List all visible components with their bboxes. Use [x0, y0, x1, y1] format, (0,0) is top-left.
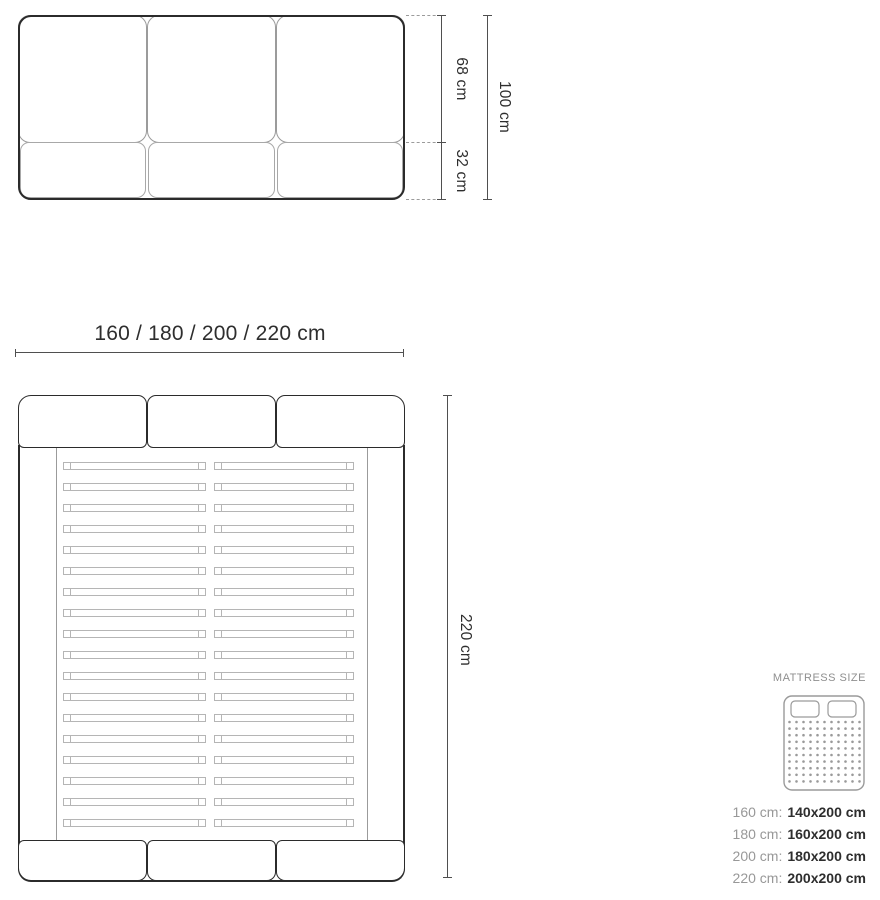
mattress-dot [823, 734, 826, 737]
footboard-panel-right [276, 840, 405, 881]
mattress-dot [809, 767, 812, 770]
mattress-dot [858, 774, 861, 777]
mattress-dot [795, 721, 798, 724]
mattress-dot [802, 754, 805, 757]
slat [215, 820, 354, 827]
mattress-dot [830, 734, 833, 737]
dimension-tick [483, 199, 492, 200]
mattress-dot [816, 734, 819, 737]
pillow-left-icon [791, 701, 819, 717]
headboard-cushion-bottom-center [148, 142, 275, 198]
mattress-dot [788, 767, 791, 770]
dimension-tick [443, 877, 452, 878]
mattress-dot [837, 741, 840, 744]
mattress-dot [858, 734, 861, 737]
headboard-cushion-top-left [18, 15, 147, 143]
mattress-dot [809, 727, 812, 730]
mattress-dot [802, 760, 805, 763]
slat [64, 757, 206, 764]
mattress-dot [809, 747, 812, 750]
mattress-dot [809, 774, 812, 777]
footboard-panel-left [18, 840, 147, 881]
mattress-dot [823, 741, 826, 744]
mattress-dot [837, 767, 840, 770]
mattress-dot [851, 774, 854, 777]
mattress-dot [830, 774, 833, 777]
headboard-cushion-top-right [276, 15, 405, 143]
mattress-dot [851, 767, 854, 770]
lower-height-label: 32 cm [453, 149, 470, 193]
slat [64, 610, 206, 617]
mattress-dot [802, 747, 805, 750]
slat [215, 526, 354, 533]
dimension-tick [437, 199, 446, 200]
mattress-dot [844, 721, 847, 724]
mattress-dot [816, 760, 819, 763]
mattress-dot [830, 727, 833, 730]
mattress-size-list [733, 801, 866, 889]
headboard-top-panel-left [18, 395, 147, 448]
mattress-dot [802, 734, 805, 737]
slat [64, 463, 206, 470]
mattress-dot [858, 760, 861, 763]
mattress-dot [816, 747, 819, 750]
mattress-dot [795, 727, 798, 730]
frame-size-label: 160 cm: [732, 804, 783, 820]
slat [64, 505, 206, 512]
slat [64, 589, 206, 596]
mattress-dot [788, 780, 791, 783]
mattress-dot [823, 754, 826, 757]
mattress-dot [851, 734, 854, 737]
mattress-dot [816, 721, 819, 724]
slat [64, 673, 206, 680]
mattress-dots [788, 721, 861, 783]
mattress-dot [816, 767, 819, 770]
headboard-cushion-top-center [147, 15, 276, 143]
mattress-dot [802, 741, 805, 744]
dimension-tick [437, 15, 446, 16]
slat [64, 526, 206, 533]
headboard-top-panel-center [147, 395, 276, 448]
mattress-dot [858, 780, 861, 783]
pillow-right-icon [828, 701, 856, 717]
mattress-dot [837, 774, 840, 777]
mattress-size-title: MATTRESS SIZE [772, 672, 866, 684]
mattress-dot [823, 760, 826, 763]
mattress-dot [837, 734, 840, 737]
mattress-dot [795, 747, 798, 750]
mattress-size-row [733, 867, 866, 889]
dimension-tick [403, 349, 404, 357]
mattress-dot [809, 741, 812, 744]
width-dimension-line [15, 352, 404, 353]
slat [215, 799, 354, 806]
mattress-dot [788, 747, 791, 750]
headboard-cushion-bottom-left [20, 142, 146, 198]
mattress-dot [844, 760, 847, 763]
slat [64, 778, 206, 785]
mattress-dot [823, 727, 826, 730]
mattress-dot [795, 741, 798, 744]
mattress-dot [788, 727, 791, 730]
slat [64, 799, 206, 806]
length-label: 220 cm [457, 613, 474, 667]
mattress-dot [795, 774, 798, 777]
mattress-dot [844, 741, 847, 744]
mattress-dot [837, 780, 840, 783]
slat [215, 610, 354, 617]
dimension-tick [443, 395, 452, 396]
headboard-cushion-bottom-right [277, 142, 403, 198]
mattress-dot [788, 741, 791, 744]
mattress-dot [851, 754, 854, 757]
bed-top-view [18, 395, 405, 882]
frame-size-label: 200 cm: [732, 848, 783, 864]
mattress-dot [837, 747, 840, 750]
mattress-dot [788, 774, 791, 777]
mattress-dot [809, 734, 812, 737]
slat [64, 736, 206, 743]
mattress-dot [802, 767, 805, 770]
mattress-dot [816, 780, 819, 783]
mattress-dot [837, 754, 840, 757]
mattress-dot [858, 727, 861, 730]
mattress-dot [844, 774, 847, 777]
slat [215, 631, 354, 638]
mattress-dot [851, 721, 854, 724]
mattress-size-row [733, 823, 866, 845]
mattress-dot [809, 760, 812, 763]
slat [215, 757, 354, 764]
mattress-size-value: 200x200 cm [787, 870, 866, 886]
mattress-size-value: 160x200 cm [787, 826, 866, 842]
mattress-dot [851, 780, 854, 783]
mattress-dot [858, 747, 861, 750]
slat [215, 778, 354, 785]
mattress-dot [830, 747, 833, 750]
mattress-dot [788, 734, 791, 737]
mattress-dot [816, 774, 819, 777]
dimension-tick [15, 349, 16, 357]
mattress-dot [830, 721, 833, 724]
mattress-dot [837, 727, 840, 730]
slat [64, 631, 206, 638]
mattress-dot [788, 754, 791, 757]
slat [215, 589, 354, 596]
slat [64, 568, 206, 575]
slat [215, 715, 354, 722]
mattress-dot [858, 767, 861, 770]
slat [64, 820, 206, 827]
mattress-dot [823, 721, 826, 724]
mattress-dot [851, 760, 854, 763]
mattress-dot [837, 760, 840, 763]
mattress-dot [830, 741, 833, 744]
slat [215, 568, 354, 575]
slat [215, 484, 354, 491]
mattress-dot [858, 754, 861, 757]
mattress-dot [795, 760, 798, 763]
slat-grid [56, 447, 368, 841]
slat [215, 547, 354, 554]
dimension-line-220 [447, 395, 448, 878]
dimension-line-68-32 [441, 15, 442, 200]
slat [215, 652, 354, 659]
upper-height-label: 68 cm [453, 57, 470, 101]
mattress-dot [809, 780, 812, 783]
footboard-panel-center [147, 840, 276, 881]
mattress-dot [844, 727, 847, 730]
mattress-dot [823, 780, 826, 783]
mattress-dot [823, 767, 826, 770]
mattress-dot [837, 721, 840, 724]
mattress-dot [809, 754, 812, 757]
mattress-dot [830, 767, 833, 770]
mattress-dot [816, 741, 819, 744]
extension-line-top [406, 15, 441, 16]
mattress-dot [851, 741, 854, 744]
mattress-size-value: 180x200 cm [787, 848, 866, 864]
mattress-dot [802, 774, 805, 777]
frame-size-label: 180 cm: [732, 826, 783, 842]
slat [64, 694, 206, 701]
mattress-dot [816, 754, 819, 757]
slat [215, 463, 354, 470]
headboard-front-view [18, 15, 405, 200]
slat [215, 694, 354, 701]
mattress-dot [844, 734, 847, 737]
dimension-tick [437, 142, 446, 143]
mattress-top-view-icon [783, 695, 865, 791]
frame-size-label: 220 cm: [732, 870, 783, 886]
mattress-dot [823, 774, 826, 777]
slat [215, 505, 354, 512]
width-label: 160 / 180 / 200 / 220 cm [94, 322, 326, 345]
mattress-dot [858, 721, 861, 724]
mattress-dot [816, 727, 819, 730]
mattress-dot [795, 734, 798, 737]
mattress-dot [795, 754, 798, 757]
mattress-dot [830, 754, 833, 757]
total-height-label: 100 cm [496, 80, 513, 134]
slat [215, 736, 354, 743]
slat [64, 484, 206, 491]
mattress-dot [844, 754, 847, 757]
mattress-size-row [733, 845, 866, 867]
mattress-dot [802, 727, 805, 730]
mattress-dot [788, 721, 791, 724]
mattress-dot [830, 780, 833, 783]
slat [64, 547, 206, 554]
mattress-dot [844, 767, 847, 770]
mattress-dot [858, 741, 861, 744]
mattress-size-row [733, 801, 866, 823]
slat [64, 715, 206, 722]
mattress-dot [809, 721, 812, 724]
extension-line-middle [406, 142, 441, 143]
mattress-dot [844, 780, 847, 783]
mattress-dot [802, 780, 805, 783]
mattress-dot [788, 760, 791, 763]
slat [64, 652, 206, 659]
slat [215, 673, 354, 680]
dimension-line-100 [487, 15, 488, 200]
extension-line-bottom [406, 199, 441, 200]
mattress-dot [851, 747, 854, 750]
dimension-tick [483, 15, 492, 16]
mattress-dot [823, 747, 826, 750]
mattress-dot [802, 721, 805, 724]
mattress-dot [844, 747, 847, 750]
headboard-top-panel-right [276, 395, 405, 448]
mattress-dot [851, 727, 854, 730]
mattress-size-value: 140x200 cm [787, 804, 866, 820]
mattress-dot [795, 767, 798, 770]
mattress-dot [830, 760, 833, 763]
mattress-dot [795, 780, 798, 783]
